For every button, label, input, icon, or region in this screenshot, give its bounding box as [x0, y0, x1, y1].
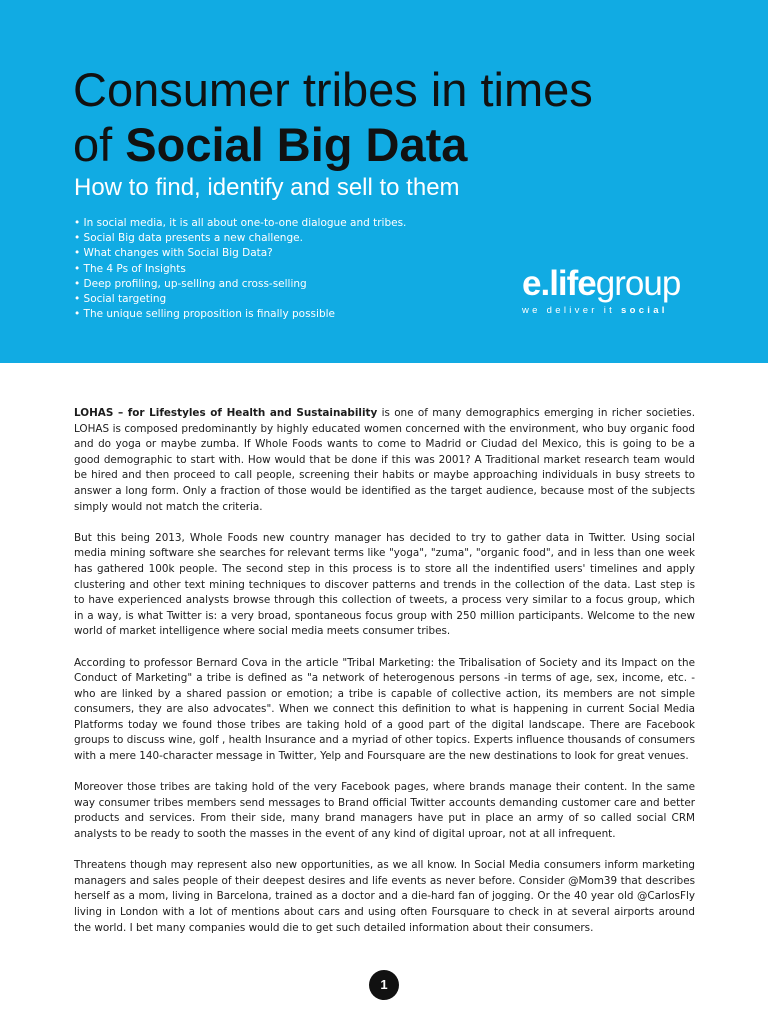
summary-bullet: • The 4 Ps of Insights [74, 262, 406, 277]
logo-tagline-bold: social [621, 305, 668, 316]
article-paragraph [74, 406, 695, 515]
logo-word-light: group [595, 264, 681, 303]
title-line-2-bold: Social Big Data [125, 118, 468, 171]
paragraph-lead: LOHAS – for Lifestyles of Health and Sustainability [74, 407, 378, 419]
logo-tagline [522, 305, 702, 316]
summary-bullet: • In social media, it is all about one-to-one dialogue and tribes. [74, 216, 406, 231]
article-paragraph: Threatens though may represent also new opportunities, as we all know. In Social Media consumers inform marketing managers and sales people of their deepest desires and life events as never before. Consider @Mom39 that describes herself as a mom, living in Barcelona, trained as a doctor and a die-hard fan of jogging. Or the 40 year old @CarlosFly living in London with a lot of mentions about cars and using often Foursquare to check in at several airports around the world. I bet many companies would die to get such detailed information about their consumers. [74, 859, 695, 934]
summary-bullet: • Deep profiling, up-selling and cross-selling [74, 277, 406, 292]
article-body [74, 406, 695, 952]
paragraph-text: is one of many demographics emerging in richer societies. LOHAS is composed predominantly by highly educated women concerned with the environment, who buy organic food and do yoga or maybe zumba. If Whole Foods wants to come to Madrid or Ciudad del Mexico, this is going to be a good demographic to start with. How would that be done if this was 2001? A Traditional market research team would be hired and then proceed to call people, screening their habits or maybe approaching individuals in busy streets to answer a long form. Only a fraction of those would be identified as the target audience, because most of the subjects simply would not match the criteria. [74, 407, 695, 513]
elifegroup-logo [522, 264, 702, 316]
article-paragraph: But this being 2013, Whole Foods new country manager has decided to try to gather data in Twitter. Using social media mining software she searches for relevant terms like "yoga", "zuma", "organic food", and in less than one week has gathered 100k people. The second step in this process is to store all the indentified users' timelines and apply clustering and other text mining techniques to discover patterns and trends in the collection of the data. Last step is to have experienced analysts browse through this collection of tweets, a process very similar to a focus group, which in a way, is what Twitter is: a very broad, spontaneous focus group with 250 million participants. Welcome to the new world of market intelligence where social media meets consumer tribes. [74, 531, 695, 638]
summary-bullet: • Social Big data presents a new challenge. [74, 231, 406, 246]
page-subtitle: How to find, identify and sell to them [74, 174, 460, 201]
title-line-1: Consumer tribes in times [73, 63, 593, 116]
article-paragraph: According to professor Bernard Cova in the article "Tribal Marketing: the Tribalisation of Society and its Impact on the Conduct of Marketing" a tribe is defined as "a network of heterogenous persons -in terms of age, sex, income, etc. - who are linked by a shared passion or emotion; a tribe is capable of collective action, its members are not simple consumers, they are also advocates". When we connect this definition to what is happening in current Social Media Platforms today we found those tribes are taking hold of a good part of the digital landscape. There are Facebook groups to discuss wine, golf , health Insurance and a myriad of other topics. Experts influence thousands of consumers with a mere 140-character message in Twitter, Yelp and Foursquare are the new destinations to look for great venues. [74, 656, 695, 763]
summary-bullet: • The unique selling proposition is finally possible [74, 307, 406, 322]
page-number-badge: 1 [369, 970, 399, 1000]
summary-bullet: • Social targeting [74, 292, 406, 307]
logo-wordmark [522, 264, 702, 304]
logo-tagline-light: we deliver it [522, 305, 616, 316]
article-paragraph: Moreover those tribes are taking hold of the very Facebook pages, where brands manage their content. In the same way consumer tribes members send messages to Brand official Twitter accounts demanding customer care and better products and services. From their side, many brand managers have put in place an army of so called social CRM analysts to be ready to sooth the masses in the event of any kind of digital uproar, not at all infrequent. [74, 781, 695, 841]
page-title [73, 62, 733, 172]
summary-bullet: • What changes with Social Big Data? [74, 246, 406, 261]
logo-word-bold: e.life [522, 264, 596, 303]
summary-bullet-list [74, 216, 406, 322]
title-line-2-prefix: of [73, 118, 113, 171]
header-banner [0, 0, 768, 363]
